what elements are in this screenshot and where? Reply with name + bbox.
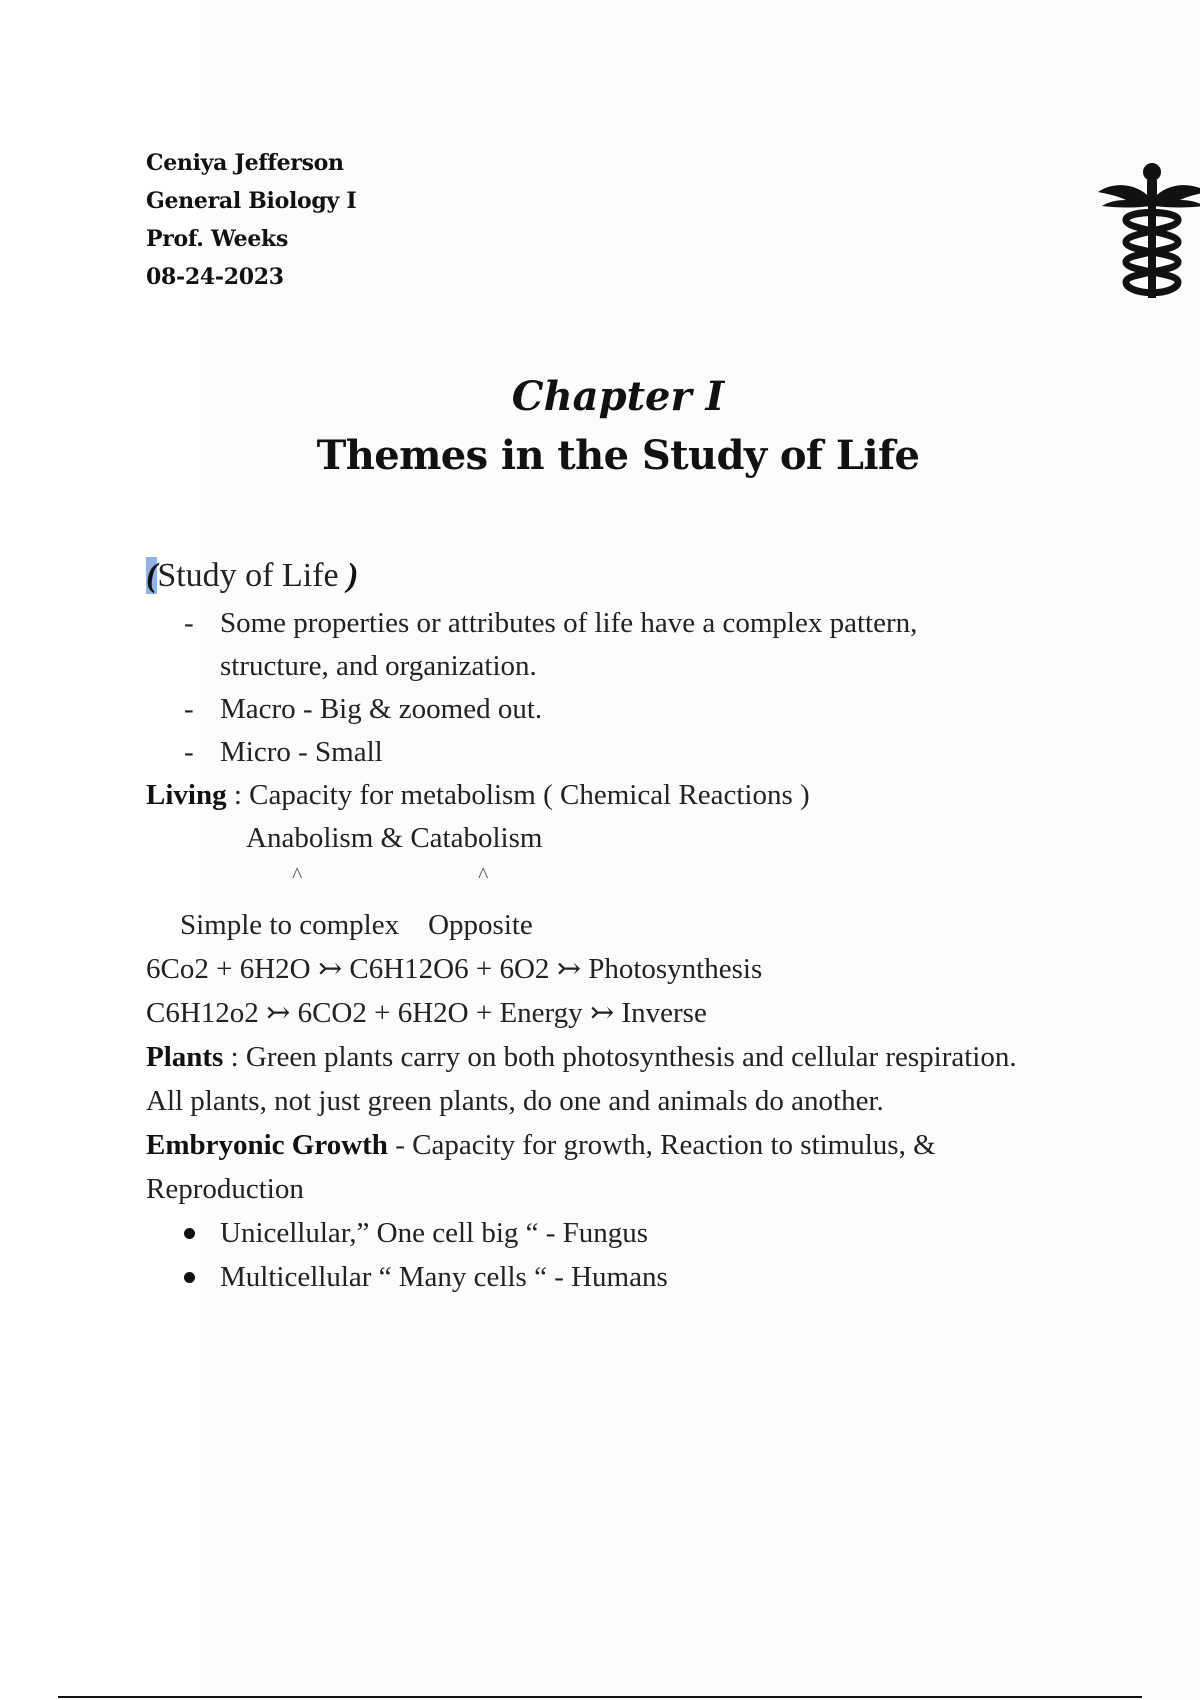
chapter-subtitle: Themes in the Study of Life [316, 432, 920, 479]
plants-text: : Green plants carry on both photosynthesis and cellular respiration. All plants, not just green plants, do one and animals do another. [146, 1041, 1017, 1117]
list-item: Unicellular,” One cell big “ - Fungus [184, 1211, 1026, 1255]
professor-name: Prof. Weeks [146, 226, 289, 252]
growth-label: Embryonic Growth [146, 1129, 388, 1161]
growth-list [146, 1211, 1026, 1299]
footer-rule [58, 1696, 1142, 1698]
course-name: General Biology I [146, 188, 357, 214]
title-block [0, 368, 1200, 486]
notes-body [146, 550, 1026, 1299]
study-heading-text: Study of Life [157, 557, 339, 594]
plants-paragraph [146, 1035, 1026, 1123]
close-paren: ) [347, 557, 359, 594]
anabolism-line: Anabolism & Catabolism [246, 822, 543, 854]
list-item: - Some properties or attributes of life have a complex pattern, structure, and organization. [184, 602, 1026, 688]
equation-respiration: C6H12o2 ↣ 6CO2 + 6H2O + Energy ↣ Inverse [146, 997, 707, 1029]
list-item: - Macro - Big & zoomed out. [184, 688, 1026, 731]
text-selection[interactable]: ( [146, 557, 158, 594]
process-notes: Simple to complex Opposite [180, 909, 533, 941]
caduceus-icon [1096, 160, 1200, 300]
plants-label: Plants [146, 1041, 224, 1073]
header-block [146, 144, 356, 296]
living-label: Living [146, 779, 227, 811]
list-item: Multicellular “ Many cells “ - Humans [184, 1255, 1026, 1299]
date: 08-24-2023 [146, 264, 284, 290]
list-item: - Micro - Small [184, 731, 1026, 774]
caret-row [146, 860, 1026, 904]
living-paragraph [146, 774, 1026, 817]
living-text: : Capacity for metabolism ( Chemical Reactions ) [226, 779, 810, 811]
growth-text: - Capacity for growth, Reaction to stimulus, & Reproduction [146, 1129, 936, 1205]
study-list [146, 602, 1026, 774]
equation-photosynthesis: 6Co2 + 6H2O ↣ C6H12O6 + 6O2 ↣ Photosynthesis [146, 953, 763, 985]
chapter-title: Chapter I [511, 373, 725, 420]
study-of-life-heading [146, 550, 1026, 602]
growth-paragraph [146, 1123, 1026, 1211]
caret-mark: ^ [292, 862, 303, 887]
caret-mark: ^ [478, 862, 489, 887]
student-name: Ceniya Jefferson [146, 150, 344, 176]
